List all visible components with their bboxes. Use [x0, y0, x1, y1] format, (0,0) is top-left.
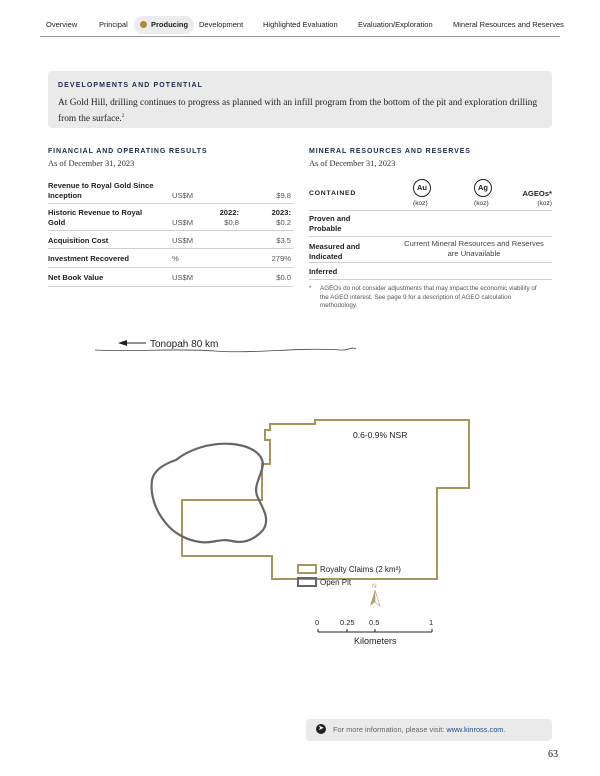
kinross-link[interactable]: www.kinross.com [446, 725, 504, 734]
nav-overview[interactable]: Overview [46, 20, 78, 29]
scale-tick-0-25: 0.25 [340, 618, 355, 627]
map-svg [0, 330, 600, 660]
developments-box [48, 71, 552, 128]
row-label: Historic Revenue to Royal Gold [48, 208, 143, 227]
direction-label: Tonopah 80 km [150, 339, 219, 350]
table-row [48, 268, 293, 287]
legend-royalty-claims: Royalty Claims (2 km²) [320, 565, 401, 574]
row-value: $9.8 [276, 191, 291, 200]
row-label: Proven and Probable [309, 214, 351, 233]
scale-tick-1: 1 [429, 618, 434, 627]
row-value-2023: $0.2 [276, 218, 291, 227]
row-unit: % [172, 254, 179, 263]
legend-open-pit: Open Pit [320, 578, 352, 587]
year-2023-label: 2023: [271, 208, 291, 217]
more-info-bar [306, 719, 552, 741]
ageos-unit: (koz) [537, 200, 552, 207]
table-row [309, 211, 552, 237]
nav-divider [40, 36, 560, 37]
active-dot-icon [140, 21, 147, 28]
row-label: Revenue to Royal Gold Since Inception [48, 181, 154, 200]
nav-producing[interactable]: Producing [134, 16, 194, 34]
developments-heading: DEVELOPMENTS AND POTENTIAL [58, 82, 204, 89]
direction-arrow-icon [118, 340, 146, 346]
row-label: Net Book Value [48, 273, 104, 282]
scale-tick-0: 0 [315, 618, 320, 627]
nav-development[interactable]: Development [199, 20, 244, 29]
nav-evaluation-exploration[interactable]: Evaluation/Exploration [358, 20, 433, 29]
ag-unit: (koz) [474, 200, 489, 207]
row-label: Inferred [309, 267, 338, 276]
mineral-as-of: As of December 31, 2023 [309, 159, 396, 168]
property-map [0, 330, 600, 660]
mineral-heading: MINERAL RESOURCES AND RESERVES [309, 148, 471, 155]
table-row [48, 249, 293, 268]
footnote-ref: 2 [121, 114, 125, 119]
table-row [309, 263, 552, 280]
table-row [48, 177, 293, 204]
scale-tick-0-5: 0.5 [369, 618, 380, 627]
year-2022-label: 2022: [219, 208, 239, 217]
row-value: $0.0 [276, 273, 291, 282]
row-unit: US$M [172, 191, 194, 200]
nav-mineral-resources-reserves[interactable]: Mineral Resources and Reserves [453, 20, 564, 29]
row-unit: US$M [172, 236, 194, 245]
table-row [48, 231, 293, 249]
row-label: Measured and Indicated [309, 242, 361, 261]
top-navigation [40, 16, 564, 34]
financial-heading: FINANCIAL AND OPERATING RESULTS [48, 148, 208, 155]
scale-bar [318, 629, 432, 632]
au-unit: (koz) [413, 200, 428, 207]
table-row [48, 204, 293, 231]
footnote-star: * [309, 285, 312, 292]
more-info-text: For more information, please visit: www.kinross.com. [333, 725, 506, 734]
mineral-table [309, 177, 552, 280]
developments-text: At Gold Hill, drilling continues to progress as planned with an infill program from the bottom of the pit and exploration drilling from the surface.$^2$ [58, 98, 538, 125]
row-label: Investment Recovered [48, 254, 130, 263]
financial-table [48, 177, 293, 287]
row-value: $3.5 [276, 236, 291, 245]
row-value-2022: $0.8 [224, 218, 239, 227]
row-label: Acquisition Cost [48, 236, 109, 245]
unavailable-note: Current Mineral Resources and Reserves are Unavailable [404, 239, 544, 258]
link-icon: ➤ [316, 724, 326, 734]
row-value: 279% [271, 254, 291, 263]
open-pit-outline [152, 444, 267, 543]
nav-highlighted-evaluation[interactable]: Highlighted Evaluation [263, 20, 338, 29]
table-header-row [309, 177, 552, 211]
nsr-label: 0.6-0.9% NSR [353, 430, 408, 440]
footnote-text: AGEOs do not consider adjustments that may impact the economic viability of the AGEO interest. See page 9 for a description of AGEO calculation methodology. [320, 285, 537, 310]
financial-as-of: As of December 31, 2023 [48, 159, 135, 168]
ageos-label: AGEOs* [522, 189, 552, 198]
gold-au-icon: Au [413, 179, 431, 197]
row-unit: US$M [172, 218, 194, 227]
contained-label: CONTAINED [309, 190, 357, 197]
north-label: N [372, 583, 377, 590]
row-unit: US$M [172, 273, 194, 282]
boundary-line [95, 348, 356, 352]
royalty-claims-legend-icon [298, 565, 316, 573]
scale-unit-label: Kilometers [354, 636, 397, 646]
silver-ag-icon: Ag [474, 179, 492, 197]
nav-principal[interactable]: Principal [99, 20, 128, 29]
north-arrow-icon [370, 590, 380, 606]
page-number: 63 [548, 749, 558, 760]
